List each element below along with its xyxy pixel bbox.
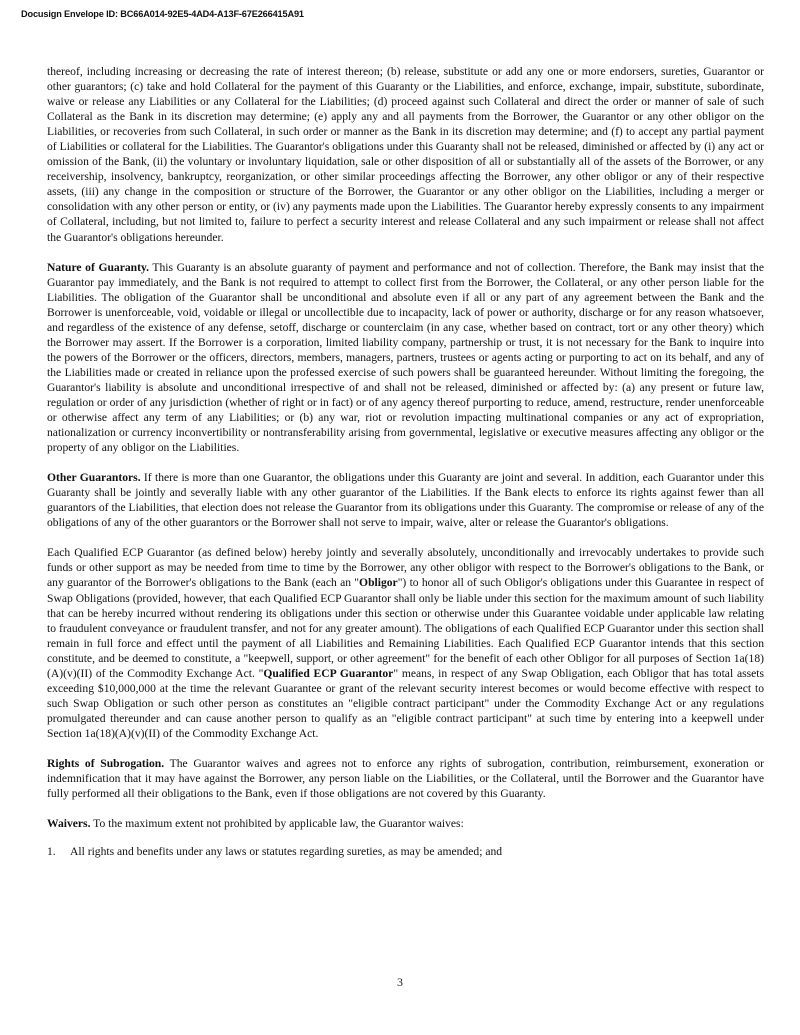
- paragraph-rights-of-subrogation: [47, 756, 764, 801]
- paragraph-waivers: [47, 816, 764, 831]
- paragraph-text: Each Qualified ECP Guarantor (as defined below) hereby jointly and severally absolutely, unconditionally and irrevocably undertakes to provide such funds or other support as may be needed from time to time by the Borrower, any other obligor with respect to the Borrower's obligations to the Bank, or any guarantor of the Borrower's obligations to the Bank (each an ": [47, 546, 764, 590]
- section-heading: Other Guarantors.: [47, 471, 141, 485]
- paragraph-text: ") to honor all of such Obligor's obligations under this Guarantee in respect of Swap Obligations (provided, however, that each Qualified ECP Guarantor shall only be liable under this section for the maximum amount of such liability that can be hereby incurred without rendering its obligations under this section or otherwise under this Guarantee voidable under applicable law relating to fraudulent conveyance or fraudulent transfer, and not for any greater amount). The obligations of each Qualified ECP Guarantor under this section shall remain in full force and effect until the payment of all Liabilities and Remaining Liabilities. Each Qualified ECP Guarantor intends that this section constitute, and be deemed to constitute, a "keepwell, support, or other agreement" for the benefit of each other Obligor for all purposes of Section 1a(18)(A)(v)(II) of the Commodity Exchange Act. ": [47, 576, 764, 680]
- paragraph-text: thereof, including increasing or decreasing the rate of interest thereon; (b) release, substitute or add any one or more endorsers, sureties, Guarantor or other guarantors; (c) take and hold Collateral for the payment of this Guaranty or the Liabilities, and enforce, exchange, impair, substitute, subordinate, waive or release any Liabilities or any Collateral for the Liabilities; (d) proceed against such Collateral and direct the order or manner of sale of such Collateral as the Bank in its discretion may determine; (e) apply any and all payments from the Borrower, the Guarantor or any other obligor on the Liabilities, or recoveries from such Collateral, in such order or manner as the Bank in its discretion may determine; and (f) to accept any partial payment of Liabilities or collateral for the Liabilities. The Guarantor's obligations under this Guaranty shall not be released, diminished or affected by (i) any act or omission of the Bank, (ii) the voluntary or involuntary liquidation, sale or other disposition of all or substantially all of the assets of the Borrower, or any receivership, insolvency, bankruptcy, reorganization, or other similar proceedings affecting the Borrower, any other obligor or any of their respective assets, (iii) any change in the composition or structure of the Borrower, the Guarantor or any other obligor on the Liabilities, including a merger or consolidation with any other person or entity, or (iv) any payments made upon the Liabilities. The Guarantor hereby expressly consents to any impairment of Collateral, including, but not limited to, failure to perfect a security interest and release Collateral and any such impairment or release shall not affect the Guarantor's obligations hereunder.: [47, 65, 764, 244]
- paragraph-text: " means, in respect of any Swap Obligation, each Obligor that has total assets exceeding $10,000,000 at the time the relevant Guarantee or grant of the relevant security interest becomes or would become effective with respect to such Swap Obligation or such other person as constitutes an "eligible contract participant" under the Commodity Exchange Act or any regulations promulgated thereunder and can cause another person to qualify as an "eligible contract participant" at such time by entering into a keepwell under Section 1a(18)(A)(v)(II) of the Commodity Exchange Act.: [47, 666, 764, 740]
- paragraph-text: To the maximum extent not prohibited by applicable law, the Guarantor waives:: [90, 817, 464, 831]
- paragraph-other-guarantors: [47, 470, 764, 530]
- paragraph-nature-of-guaranty: [47, 260, 764, 456]
- paragraph-text: The Guarantor waives and agrees not to enforce any rights of subrogation, contribution, reimbursement, exoneration or indemnification that it may have against the Borrower, any person liable on the Liabilities, or the Collateral, until the Borrower and the Guarantor have fully performed all their obligations to the Bank, even if those obligations are not covered by this Guaranty.: [47, 756, 765, 801]
- section-heading: Waivers.: [47, 817, 91, 831]
- list-item: [47, 844, 764, 859]
- docusign-envelope-id: Docusign Envelope ID: BC66A014-92E5-4AD4-A13F-67E266415A91: [21, 9, 304, 19]
- page-number: 3: [397, 975, 403, 989]
- paragraph-continuation: [47, 64, 764, 245]
- defined-term-obligor: Obligor: [359, 576, 398, 590]
- paragraph-text: This Guaranty is an absolute guaranty of payment and performance and not of collection. Therefore, the Bank may insist that the Guarantor pay immediately, and the Bank is not required to attempt to collect first from the Borrower, the Collateral, or any other person liable for the Liabilities. The obligation of the Guarantor shall be unconditional and absolute even if all or any part of any agreement between the Bank and the Borrower is unenforceable, void, voidable or illegal or uncollectible due to incapacity, lack of power or authority, discharge or for any reason whatsoever, and regardless of the existence of any defense, setoff, discharge or counterclaim (in any case, whether based on contract, tort or any other theory) which the Borrower may assert. If the Borrower is a corporation, limited liability company, partnership or trust, it is not necessary for the Bank to inquire into the powers of the Borrower or the officers, directors, members, managers, partners, trustees or agents acting or purporting to act on its behalf, and any of the Liabilities made or created in reliance upon the professed exercise of such powers shall be guaranteed hereunder. Without limiting the foregoing, the Guarantor's liability is absolute and unconditional irrespective of and shall not be released, diminished or affected by: (a) any present or future law, regulation or order of any jurisdiction (whether of right or in fact) or of any agency thereof purporting to reduce, amend, restructure, render unenforceable or otherwise affect any term of any Liabilities; or (b) any war, riot or revolution impacting multinational companies or any act of expropriation, nationalization or currency inconvertibility or nontransferability arising from governmental, legislative or executive measures affecting any obligor or the property of any obligor on the Liabilities.: [47, 260, 764, 455]
- list-text: All rights and benefits under any laws or statutes regarding sureties, as may be amended; and: [70, 845, 503, 859]
- paragraph-text: If there is more than one Guarantor, the obligations under this Guaranty are joint and several. In addition, each Guarantor under this Guaranty shall be jointly and severally liable with any other guarantor of the Liabilities. If the Bank elects to enforce its rights against fewer than all guarantors of the Liabilities, that election does not release the Guarantor from its obligations under this Guaranty. The compromise or release of any of the obligations of any of the other guarantors or the Borrower shall not serve to impair, waive, alter or release the Guarantor's obligations.: [47, 471, 764, 530]
- list-number: 1.: [47, 845, 56, 859]
- section-heading: Rights of Subrogation.: [47, 756, 165, 770]
- paragraph-keepwell: [47, 545, 764, 741]
- section-heading: Nature of Guaranty.: [47, 260, 150, 274]
- document-body: [47, 64, 764, 859]
- defined-term-qualified-ecp-guarantor: Qualified ECP Guarantor: [263, 666, 394, 680]
